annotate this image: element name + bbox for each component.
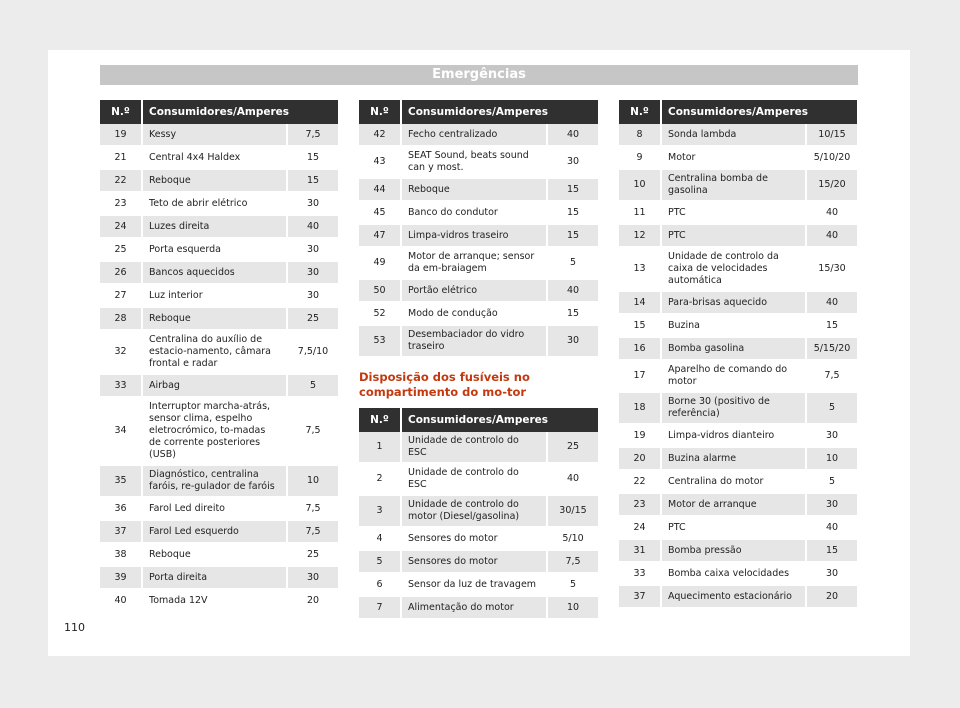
amperage: 7,5 (547, 550, 599, 573)
amperage: 10 (806, 447, 858, 470)
table-row (100, 566, 339, 589)
amperage: 40 (806, 224, 858, 247)
fuse-number: 25 (100, 238, 142, 261)
consumer-name: Desembaciador do vidro traseiro (401, 325, 547, 357)
fuse-number: 16 (619, 337, 661, 360)
consumer-name: Interruptor marcha-atrás, sensor clima, espelho eletrocrómico, to-madas de corrente posteriores (USB) (142, 397, 287, 465)
fuse-column-1 (100, 100, 340, 613)
consumer-name: Bomba pressão (661, 539, 806, 562)
fuse-number: 13 (619, 247, 661, 291)
table-row (100, 261, 339, 284)
amperage: 7,5 (287, 397, 339, 465)
consumer-name: Aparelho de comando do motor (661, 360, 806, 392)
table-row (100, 284, 339, 307)
amperage: 30 (287, 566, 339, 589)
amperage: 30 (287, 261, 339, 284)
amperage: 15 (547, 201, 599, 224)
table-row (359, 247, 599, 279)
fuse-number: 53 (359, 325, 401, 357)
consumer-name: Limpa-vidros dianteiro (661, 424, 806, 447)
consumer-header: Consumidores/Amperes (401, 100, 599, 124)
consumer-name: Borne 30 (positivo de referência) (661, 392, 806, 424)
fuse-number: 42 (359, 124, 401, 146)
table-row (619, 291, 858, 314)
consumer-name: Unidade de controlo do ESC (401, 432, 547, 463)
consumer-name: Porta esquerda (142, 238, 287, 261)
table-row (619, 516, 858, 539)
fuse-number: 44 (359, 178, 401, 201)
consumer-header: Consumidores/Amperes (661, 100, 858, 124)
consumer-name: Sensor da luz de travagem (401, 573, 547, 596)
fuse-number: 7 (359, 596, 401, 619)
table-row (100, 465, 339, 497)
amperage: 15 (806, 314, 858, 337)
fuse-number: 39 (100, 566, 142, 589)
table-row (359, 224, 599, 247)
amperage: 30 (547, 146, 599, 178)
fuse-number: 21 (100, 146, 142, 169)
table-row (619, 360, 858, 392)
table-row (100, 238, 339, 261)
consumer-name: Alimentação do motor (401, 596, 547, 619)
amperage: 5 (287, 374, 339, 397)
consumer-name: Luzes direita (142, 215, 287, 238)
consumer-name: Banco do condutor (401, 201, 547, 224)
fuse-number: 28 (100, 307, 142, 330)
amperage: 10 (287, 465, 339, 497)
fuse-table (359, 100, 600, 358)
amperage: 40 (806, 516, 858, 539)
consumer-name: Limpa-vidros traseiro (401, 224, 547, 247)
fuse-number: 31 (619, 539, 661, 562)
consumer-name: Porta direita (142, 566, 287, 589)
amperage: 7,5 (287, 124, 339, 146)
num-header: N.º (100, 100, 142, 124)
fuse-number: 43 (359, 146, 401, 178)
fuse-number: 33 (619, 562, 661, 585)
amperage: 15 (287, 169, 339, 192)
table-header (100, 100, 339, 124)
table-row (100, 307, 339, 330)
consumer-name: Centralina do auxílio de estacio-namento, câmara frontal e radar (142, 330, 287, 374)
fuse-number: 4 (359, 527, 401, 550)
num-header: N.º (619, 100, 661, 124)
fuse-number: 50 (359, 279, 401, 302)
consumer-name: Modo de condução (401, 302, 547, 325)
amperage: 5 (806, 470, 858, 493)
table-row (100, 192, 339, 215)
table-row (359, 527, 599, 550)
fuse-number: 36 (100, 497, 142, 520)
consumer-name: Motor de arranque; sensor da em-braiagem (401, 247, 547, 279)
consumer-name: Farol Led direito (142, 497, 287, 520)
amperage: 30 (287, 192, 339, 215)
fuse-number: 40 (100, 589, 142, 612)
table-row (100, 543, 339, 566)
consumer-name: Bomba gasolina (661, 337, 806, 360)
consumer-name: Reboque (142, 307, 287, 330)
amperage: 40 (547, 279, 599, 302)
amperage: 7,5 (287, 497, 339, 520)
table-row (619, 224, 858, 247)
consumer-name: Luz interior (142, 284, 287, 307)
consumer-name: Motor de arranque (661, 493, 806, 516)
consumer-header: Consumidores/Amperes (401, 408, 599, 432)
table-row (619, 585, 858, 608)
table-row (619, 562, 858, 585)
amperage: 40 (806, 291, 858, 314)
table-row (619, 392, 858, 424)
table-row (619, 201, 858, 224)
consumer-name: Diagnóstico, centralina faróis, re-gulador de faróis (142, 465, 287, 497)
fuse-number: 17 (619, 360, 661, 392)
table-row (359, 146, 599, 178)
fuse-number: 23 (619, 493, 661, 516)
amperage: 15 (547, 224, 599, 247)
table-row (359, 325, 599, 357)
consumer-name: Fecho centralizado (401, 124, 547, 146)
fuse-number: 35 (100, 465, 142, 497)
table-row (359, 201, 599, 224)
consumer-name: Unidade de controlo do ESC (401, 463, 547, 495)
consumer-name: Reboque (401, 178, 547, 201)
amperage: 40 (547, 463, 599, 495)
fuse-number: 3 (359, 495, 401, 527)
consumer-name: Aquecimento estacionário (661, 585, 806, 608)
num-header: N.º (359, 408, 401, 432)
table-row (100, 330, 339, 374)
fuse-number: 1 (359, 432, 401, 463)
page-number: 110 (64, 621, 85, 634)
table-row (359, 279, 599, 302)
amperage: 25 (547, 432, 599, 463)
table-row (359, 178, 599, 201)
fuse-number: 37 (100, 520, 142, 543)
amperage: 10/15 (806, 124, 858, 146)
amperage: 5/10 (547, 527, 599, 550)
amperage: 5 (806, 392, 858, 424)
fuse-number: 18 (619, 392, 661, 424)
table-row (100, 124, 339, 146)
fuse-number: 14 (619, 291, 661, 314)
amperage: 15 (547, 178, 599, 201)
engine-fuse-table (359, 408, 600, 620)
amperage: 5 (547, 573, 599, 596)
table-row (100, 520, 339, 543)
table-row (359, 550, 599, 573)
fuse-number: 24 (100, 215, 142, 238)
fuse-table (100, 100, 340, 613)
consumer-name: Unidade de controlo da caixa de velocidades automática (661, 247, 806, 291)
table-row (359, 596, 599, 619)
fuse-number: 22 (100, 169, 142, 192)
table-row (359, 302, 599, 325)
consumer-name: Airbag (142, 374, 287, 397)
fuse-number: 11 (619, 201, 661, 224)
fuse-number: 6 (359, 573, 401, 596)
consumer-name: Farol Led esquerdo (142, 520, 287, 543)
consumer-name: SEAT Sound, beats sound can y most. (401, 146, 547, 178)
fuse-column-3 (619, 100, 859, 609)
table-header (359, 408, 599, 432)
amperage: 30 (806, 562, 858, 585)
consumer-name: Portão elétrico (401, 279, 547, 302)
fuse-number: 23 (100, 192, 142, 215)
amperage: 40 (806, 201, 858, 224)
fuse-number: 45 (359, 201, 401, 224)
table-row (619, 247, 858, 291)
amperage: 15 (287, 146, 339, 169)
fuse-number: 22 (619, 470, 661, 493)
fuse-number: 19 (619, 424, 661, 447)
consumer-name: Reboque (142, 169, 287, 192)
num-header: N.º (359, 100, 401, 124)
consumer-name: Unidade de controlo do motor (Diesel/gasolina) (401, 495, 547, 527)
table-row (359, 432, 599, 463)
table-row (100, 146, 339, 169)
table-row (619, 337, 858, 360)
consumer-name: Centralina do motor (661, 470, 806, 493)
amperage: 30 (806, 424, 858, 447)
fuse-number: 32 (100, 330, 142, 374)
amperage: 15/20 (806, 169, 858, 201)
table-row (100, 374, 339, 397)
fuse-number: 24 (619, 516, 661, 539)
consumer-name: Para-brisas aquecido (661, 291, 806, 314)
amperage: 5/10/20 (806, 146, 858, 169)
amperage: 7,5 (287, 520, 339, 543)
table-row (619, 314, 858, 337)
amperage: 20 (806, 585, 858, 608)
table-row (619, 539, 858, 562)
table-row (619, 169, 858, 201)
consumer-name: Sonda lambda (661, 124, 806, 146)
amperage: 40 (547, 124, 599, 146)
table-row (100, 397, 339, 465)
fuse-number: 9 (619, 146, 661, 169)
consumer-name: PTC (661, 224, 806, 247)
fuse-number: 33 (100, 374, 142, 397)
fuse-number: 38 (100, 543, 142, 566)
amperage: 15 (547, 302, 599, 325)
consumer-name: Bomba caixa velocidades (661, 562, 806, 585)
consumer-name: PTC (661, 516, 806, 539)
fuse-number: 15 (619, 314, 661, 337)
consumer-name: Sensores do motor (401, 527, 547, 550)
amperage: 30 (547, 325, 599, 357)
consumer-name: Buzina alarme (661, 447, 806, 470)
table-row (619, 424, 858, 447)
fuse-number: 10 (619, 169, 661, 201)
fuse-number: 12 (619, 224, 661, 247)
table-header (359, 100, 599, 124)
fuse-number: 52 (359, 302, 401, 325)
amperage: 25 (287, 307, 339, 330)
amperage: 30 (287, 284, 339, 307)
consumer-name: Buzina (661, 314, 806, 337)
amperage: 40 (287, 215, 339, 238)
table-header (619, 100, 858, 124)
amperage: 30 (287, 238, 339, 261)
fuse-number: 27 (100, 284, 142, 307)
table-row (359, 463, 599, 495)
fuse-column-2 (359, 100, 600, 620)
amperage: 15/30 (806, 247, 858, 291)
consumer-name: Bancos aquecidos (142, 261, 287, 284)
amperage: 7,5/10 (287, 330, 339, 374)
table-row (100, 497, 339, 520)
amperage: 30 (806, 493, 858, 516)
consumer-name: Teto de abrir elétrico (142, 192, 287, 215)
amperage: 15 (806, 539, 858, 562)
fuse-number: 26 (100, 261, 142, 284)
fuse-number: 8 (619, 124, 661, 146)
table-row (100, 589, 339, 612)
fuse-number: 2 (359, 463, 401, 495)
table-row (100, 169, 339, 192)
fuse-number: 37 (619, 585, 661, 608)
consumer-name: Reboque (142, 543, 287, 566)
table-row (359, 573, 599, 596)
table-row (619, 124, 858, 146)
engine-fuse-heading: Disposição dos fusíveis no compartimento do mo-tor (359, 370, 530, 399)
consumer-name: Centralina bomba de gasolina (661, 169, 806, 201)
table-row (359, 124, 599, 146)
table-row (619, 493, 858, 516)
fuse-number: 20 (619, 447, 661, 470)
table-row (619, 447, 858, 470)
consumer-name: Central 4x4 Haldex (142, 146, 287, 169)
table-row (619, 146, 858, 169)
consumer-name: PTC (661, 201, 806, 224)
fuse-number: 34 (100, 397, 142, 465)
table-row (359, 495, 599, 527)
table-row (619, 470, 858, 493)
consumer-name: Kessy (142, 124, 287, 146)
fuse-table (619, 100, 859, 609)
fuse-number: 47 (359, 224, 401, 247)
amperage: 20 (287, 589, 339, 612)
amperage: 5/15/20 (806, 337, 858, 360)
amperage: 10 (547, 596, 599, 619)
fuse-number: 5 (359, 550, 401, 573)
consumer-name: Sensores do motor (401, 550, 547, 573)
consumer-header: Consumidores/Amperes (142, 100, 339, 124)
amperage: 30/15 (547, 495, 599, 527)
fuse-number: 49 (359, 247, 401, 279)
fuse-number: 19 (100, 124, 142, 146)
section-title: Emergências (100, 65, 858, 85)
amperage: 25 (287, 543, 339, 566)
consumer-name: Tomada 12V (142, 589, 287, 612)
table-row (100, 215, 339, 238)
amperage: 7,5 (806, 360, 858, 392)
consumer-name: Motor (661, 146, 806, 169)
amperage: 5 (547, 247, 599, 279)
manual-page (48, 50, 910, 656)
